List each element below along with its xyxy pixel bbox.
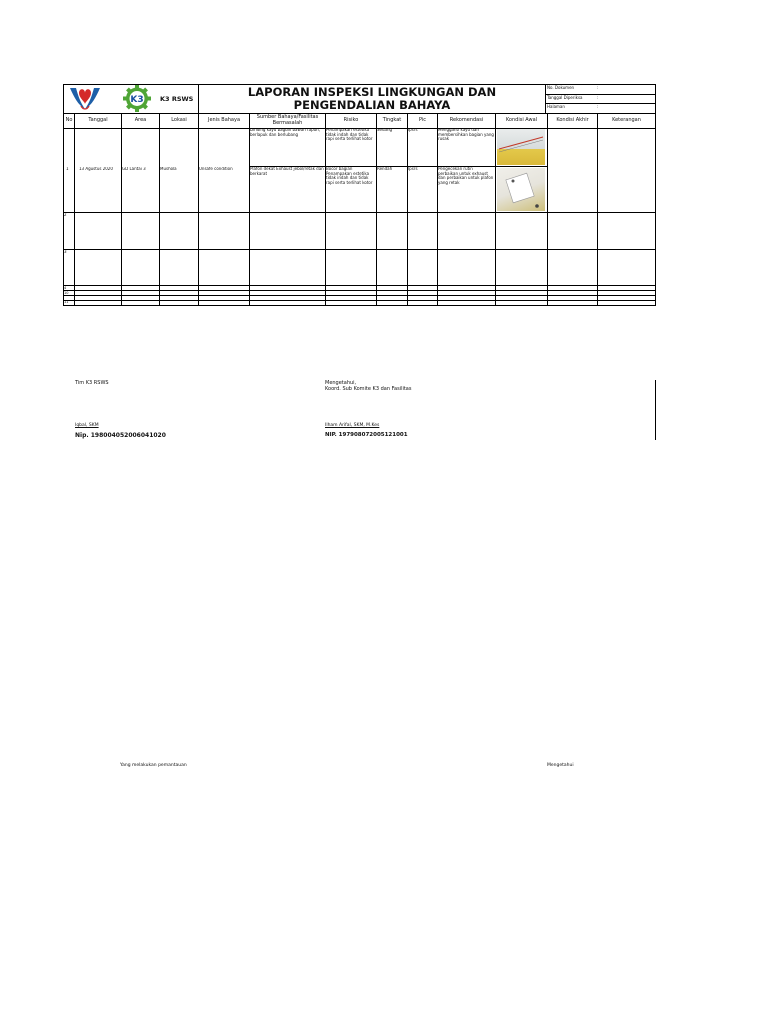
k3-label: K3 RSWS [160,95,194,103]
col-header-rekomendasi: Rekomendasi [449,117,484,123]
cell-tanggal: 13 Agustus 2020 [79,167,113,171]
k3-gear-logo [118,85,156,112]
svg-text:K3: K3 [130,95,144,105]
right-signature-nip: NIP. 197908072005121001 [325,432,408,438]
col-header-sumber-bahaya: Sumber Bahaya/Fasilitas Bermasalah [256,114,319,126]
left-signature-name: Iqbal, SKM [75,423,99,428]
cell-jenis-bahaya: Unsafe condition [199,167,233,171]
col-header-risiko: Risiko [343,117,359,123]
cell-pic: Ipsrs [408,167,418,171]
cell-risiko: Penampakan estetika tidak indah dan tidak rapi serta terlihat kotor [326,128,373,142]
cell-sumber-bahaya: Dinding kayu bagian bawah rapuh, berlapuk dan berlubang [250,128,320,137]
report-title: LAPORAN INSPEKSI LINGKUNGAN DAN PENGENDALIAN BAHAYA [247,85,497,112]
col-header-kondisi-akhir: Kondisi Akhir [556,117,589,123]
row-number: 3 [64,250,67,254]
cell-rekomendasi: Pengecekan rutin perbaikan untuk exhaust dan perbaikan untuk plafon yang retak [438,167,494,185]
cell-risiko: Bocor bagian Penampakan estetika tidak indah dan tidak rapi serta terlihat kotor [326,167,373,185]
meta-value: : [597,85,599,90]
cell-tingkat: Rendah [377,167,393,171]
cell-pic: Ipsrs [408,128,418,132]
col-header-kondisi-awal: Kondisi Awal [505,117,538,123]
meta-page [547,105,653,110]
meta-value: : [597,104,599,109]
meta-date-checked [547,96,653,101]
meta-label: Tanggal Diperiksa [547,95,583,100]
cell-no: 1 [66,167,69,171]
photo-kondisi-awal-wall [497,129,545,165]
row-number: 11 [64,300,69,304]
right-signature-heading: Mengetahui, [325,380,357,386]
meta-label: Halaman [547,104,565,109]
col-header-lokasi: Lokasi [171,117,187,123]
cell-lokasi: Mushola [160,167,177,171]
cell-area: GD Lantai 3 [122,167,146,171]
col-header-pic: Pic [418,117,427,123]
row-number: 4 [64,286,67,290]
cell-tingkat: Sedang [377,128,393,132]
meta-document-number [547,86,653,91]
col-header-tanggal: Tanggal [88,117,108,123]
row-number: 2 [64,213,67,217]
right-signature-subheading: Koord. Sub Komite K3 dan Fasilitas [325,386,412,392]
hospital-logo [66,85,104,112]
meta-value: : [597,95,599,100]
col-header-keterangan: Keterangan [612,117,641,123]
row-number: 10 [64,291,69,295]
cell-rekomendasi: Mengganti kayu dan membersihkan bagian yang rusak [438,128,494,142]
photo-kondisi-awal-ceiling [497,168,545,211]
col-header-jenis-bahaya: Jenis Bahaya [207,117,241,123]
left-signature-nip: Nip. 198004052006041020 [75,432,166,439]
col-header-area: Area [134,117,147,123]
footer-left-label: Yang melakukan pemantauan [120,763,187,768]
left-signature-heading: Tim K3 RSWS [75,380,109,386]
cell-sumber-bahaya: Plafon dekat Exhaust jebol/retak dan berkarat [250,167,324,176]
col-header-tingkat: Tingkat [382,117,402,123]
col-header-no: No [65,117,73,123]
meta-label: No. Dokumen [547,85,575,90]
right-signature-name: Ilham Arifal, SKM, M.Kes [325,423,380,428]
right-border-line [655,380,656,440]
footer-right-label: Mengetahui [547,763,574,768]
